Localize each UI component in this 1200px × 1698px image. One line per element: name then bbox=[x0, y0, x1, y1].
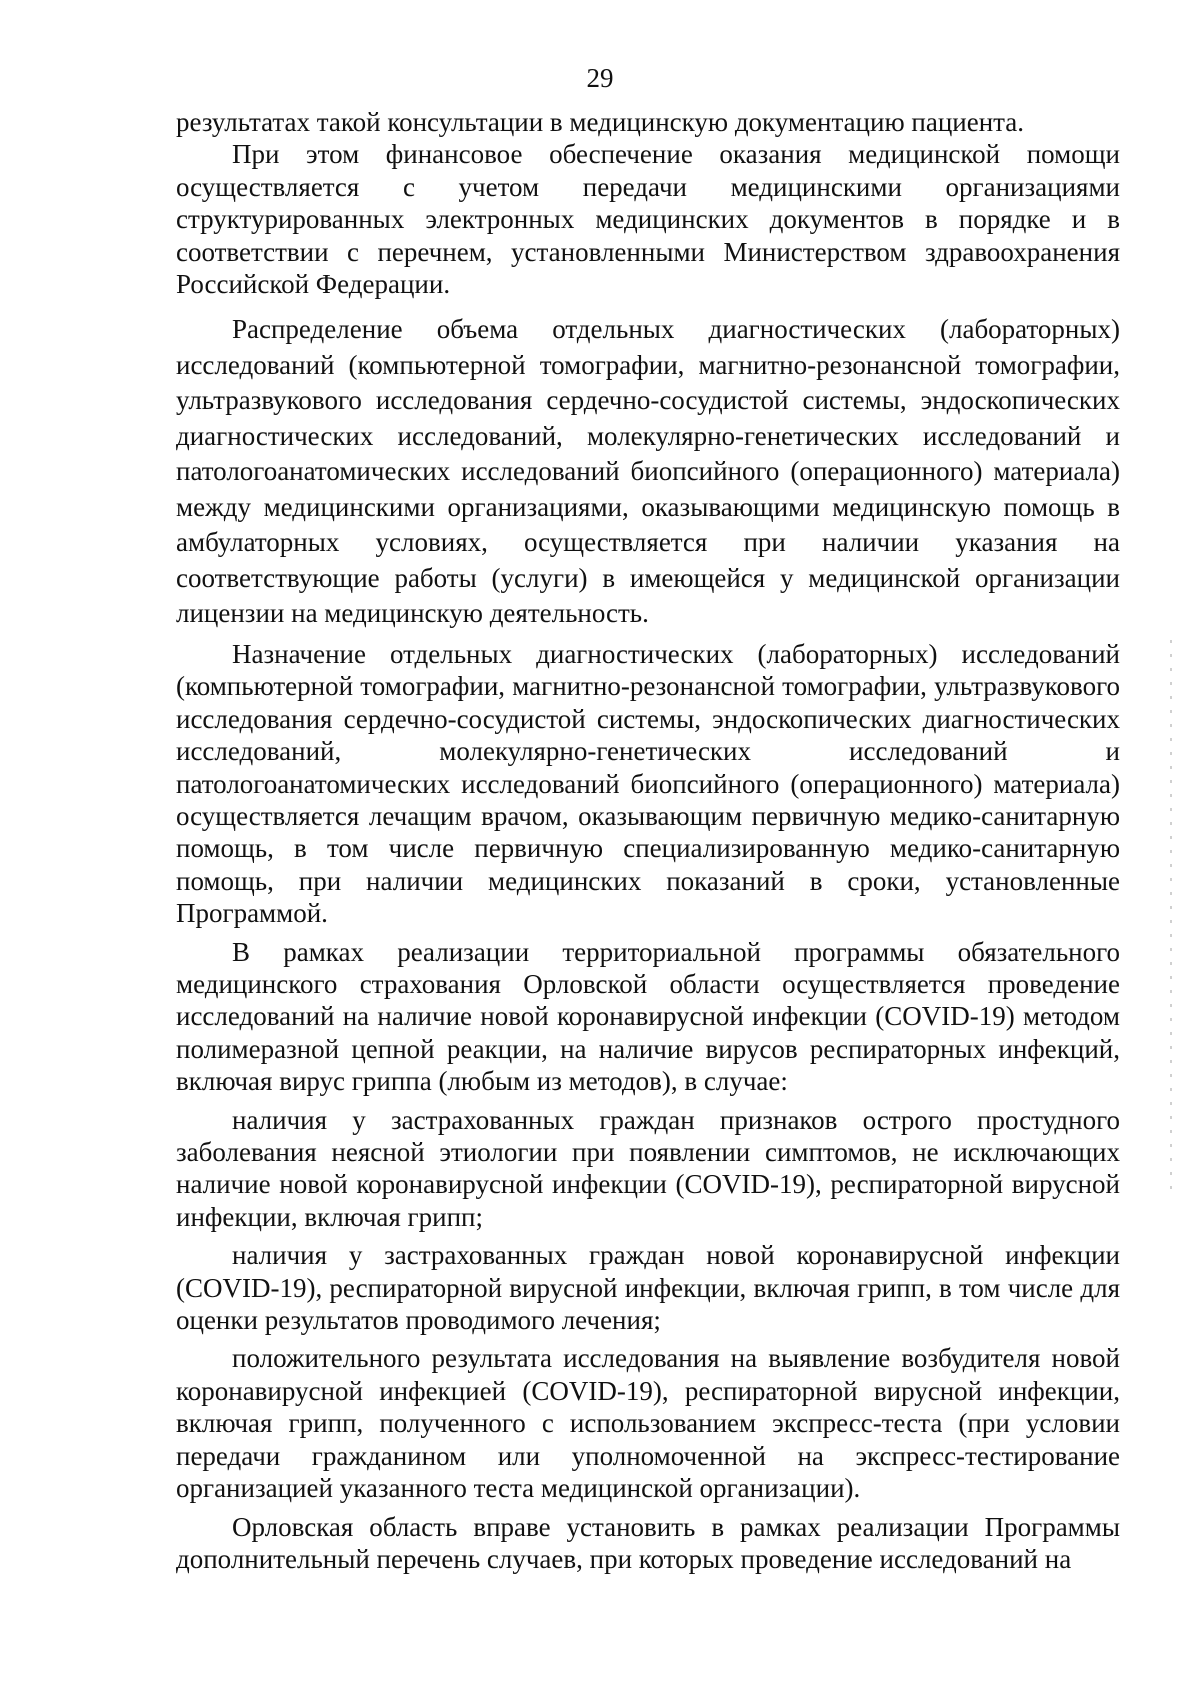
list-item-confirmed-infection: наличия у застрахованных граждан новой коронавирусной инфекции (COVID-19), респираторной вирусной инфекции, включая грипп, в том числе для оценки результатов проводимого лечения; bbox=[176, 1240, 1120, 1336]
page-number: 29 bbox=[586, 63, 614, 93]
scan-edge-marks bbox=[1170, 640, 1172, 1200]
paragraph-additional-cases: Орловская область вправе установить в рамках реализации Программы дополнительный перечень случаев, при которых проведение исследований на bbox=[176, 1511, 1120, 1574]
list-item-positive-express-test: положительного результата исследования на выявление возбудителя новой коронавирусной инфекцией (COVID-19), респираторной вирусной инфекции, включая грипп, полученного с использованием экспресс-теста (при условии передачи гражданином или уполномоченной на экспресс-тестирование организацией указанного теста медицинской организации). bbox=[176, 1343, 1120, 1504]
paragraph-prescription-of-studies: Назначение отдельных диагностических (лабораторных) исследований (компьютерной томографии, магнитно-резонансной томографии, ультразвукового исследования сердечно-сосудистой системы, эндоскопических диагностических исследований, молекулярно-генетических исследований и патологоанатомических исследований биопсийного (операционного) материала) осуществляется лечащим врачом, оказывающим первичную медико-санитарную помощь, в том числе первичную специализированную медико-санитарную помощь, при наличии медицинских показаний в сроки, установленные Программой. bbox=[176, 638, 1120, 929]
paragraph-covid-testing: В рамках реализации территориальной программы обязательного медицинского страхования Орловской области осуществляется проведение исследований на наличие новой коронавирусной инфекции (COVID-19) методом полимеразной цепной реакции, на наличие вирусов респираторных инфекций, включая вирус гриппа (любым из методов), в случае: bbox=[176, 936, 1120, 1097]
paragraph-consultation-results: результатах такой консультации в медицинскую документацию пациента. bbox=[176, 107, 1025, 137]
paragraph-financing: При этом финансовое обеспечение оказания медицинской помощи осуществляется с учетом передачи медицинскими организациями структурированных электронных медицинских документов в порядке и в соответствии с перечнем, установленными Министерством здравоохранения Российской Федерации. bbox=[176, 139, 1120, 300]
document-body bbox=[176, 106, 1120, 1575]
paragraph-distribution-of-studies: Распределение объема отдельных диагностических (лабораторных) исследований (компьютерной томографии, магнитно-резонансной томографии, ультразвукового исследования сердечно-сосудистой системы, эндоскопических диагностических исследований, молекулярно-генетических исследований и патологоанатомических исследований биопсийного (операционного) материала) между медицинскими организациями, оказывающими медицинскую помощь в амбулаторных условиях, осуществляется при наличии указания на соответствующие работы (услуги) в имеющейся у медицинской организации лицензии на медицинскую деятельность. bbox=[176, 314, 1120, 629]
list-item-acute-illness: наличия у застрахованных граждан признаков острого простудного заболевания неясной этиологии при появлении симптомов, не исключающих наличие новой коронавирусной инфекции (COVID-19), респираторной вирусной инфекции, включая грипп; bbox=[176, 1104, 1120, 1232]
